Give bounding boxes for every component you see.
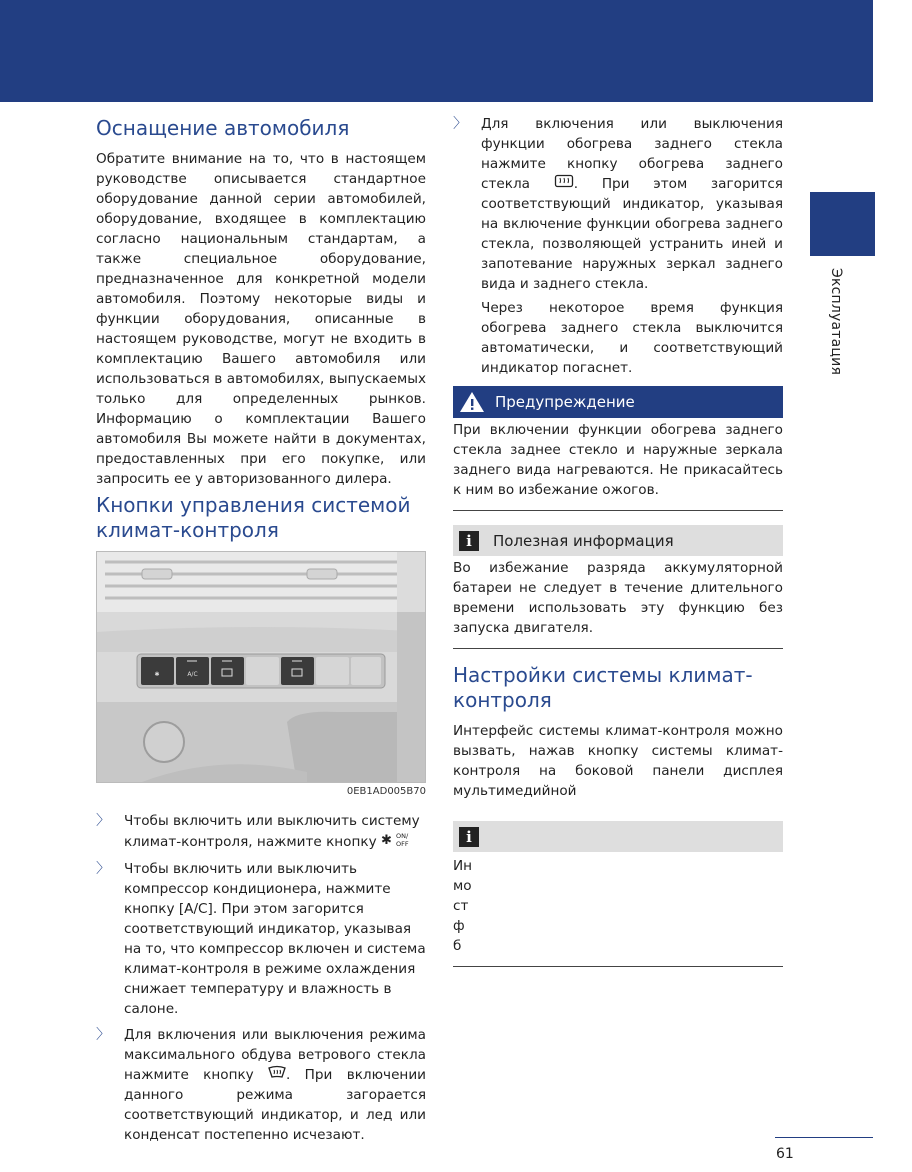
info-body-truncated <box>453 854 783 967</box>
info-icon: i <box>459 827 479 847</box>
svg-text:✱: ✱ <box>380 833 392 847</box>
warning-title: Предупреждение <box>495 393 635 411</box>
info-header <box>453 525 783 556</box>
truncated-line: мо <box>453 878 472 894</box>
windshield-defrost-icon <box>268 1065 286 1085</box>
info-icon: i <box>459 531 479 551</box>
truncated-line: ф <box>453 918 465 934</box>
truncated-line: б <box>453 938 462 954</box>
rear-defrost-list <box>453 114 783 294</box>
section-heading-climate-buttons: Кнопки управления системой климат-контроля <box>96 493 411 542</box>
ac-button-label: A/C <box>187 671 198 678</box>
equipment-paragraph: Обратите внимание на то, что в настоящем руководстве описывается стандартное оборудование данной серии автомобилей, оборудование, входящее в комплектацию согласно национальным стандартам, а также специальное оборудование, предназначенное для конкретной модели автомобиля. Поэтому некоторые виды и функции оборудования, описанные в настоящем руководстве, могут не входить в комплектацию Вашего автомобиля или использоваться в автомобилях, выпускаемых только для определенных рынков. Информацию о комплектации Вашего автомобиля Вы можете найти в документах, предоставленных при его покупке, или запросить ее у авторизованного дилера. <box>96 151 426 487</box>
chapter-label: Эксплуатация <box>828 268 844 376</box>
chevron-right-icon: 〉 <box>96 813 110 829</box>
rear-defrost-icon <box>554 174 574 194</box>
header-band <box>0 0 873 102</box>
svg-text:ON/: ON/ <box>395 832 409 840</box>
info-title: Полезная информация <box>493 531 674 550</box>
bullet-text-windshield-before: Для включения или выключения режима максимального обдува ветрового стекла нажмите кнопку <box>124 1027 426 1083</box>
chevron-right-icon: 〉 <box>96 1027 110 1043</box>
page-number: 61 <box>776 1146 794 1162</box>
info-body: Во избежание разряда аккумуляторной батареи не следует в течение длительного времени использовать эту функцию без запуска двигателя. <box>453 558 783 649</box>
svg-text:✱: ✱ <box>154 671 160 678</box>
list-item <box>453 114 783 294</box>
rear-defrost-note: Через некоторое время функция обогрева заднего стекла выключится автоматически, и соответствующий индикатор погаснет. <box>481 300 783 376</box>
bullet-text-compressor: Чтобы включить или выключить компрессор кондиционера, нажмите кнопку [A/C]. При этом загорится соответствующий индикатор, указывая на то, что компрессор включен и система климат-контроля в режиме охлаждения снижает температуру и влажность в салоне. <box>124 861 426 1017</box>
section-heading-equipment: Оснащение автомобиля <box>96 116 350 140</box>
warning-body: При включении функции обогрева заднего стекла заднее стекло и наружные зеркала заднего вида нагреваются. Не прикасайтесь к ним во избежание ожогов. <box>453 420 783 511</box>
climate-buttons-list <box>96 811 426 1145</box>
section-heading-climate-settings: Настройки системы климат-контроля <box>453 663 753 712</box>
footer-rule <box>775 1137 873 1138</box>
climate-panel-photo <box>96 551 426 783</box>
truncated-line: Ин <box>453 858 473 874</box>
fan-onoff-icon <box>381 831 415 853</box>
list-item <box>96 1025 426 1145</box>
warning-icon <box>459 390 485 414</box>
left-column <box>96 112 426 1151</box>
bullet-text-windshield-after: . При включении данного режима загорается соответствующий индикатор, и лед или конденсат постепенно исчезают. <box>124 1067 426 1143</box>
info-header-2 <box>453 821 783 852</box>
climate-panel-illustration <box>97 552 426 783</box>
svg-text:OFF: OFF <box>395 840 409 847</box>
list-item <box>96 859 426 1019</box>
chapter-tab <box>810 192 875 256</box>
bullet-text-climate-onoff: Чтобы включить или выключить систему климат-контроля, нажмите кнопку <box>124 813 420 850</box>
image-code: 0EB1AD005B70 <box>346 786 426 797</box>
chevron-right-icon: 〉 <box>453 116 467 132</box>
truncated-line: ст <box>453 898 469 914</box>
chevron-right-icon: 〉 <box>96 861 110 877</box>
climate-settings-paragraph: Интерфейс системы климат-контроля можно вызвать, нажав кнопку системы климат-контроля на боковой панели дисплея мультимедийной <box>453 723 783 799</box>
list-item <box>96 811 426 853</box>
right-column <box>453 114 783 981</box>
bullet-text-rear-defrost-before: Для включения или выключения функции обогрева заднего стекла нажмите кнопку обогрева заднего стекла <box>481 116 783 192</box>
bullet-text-rear-defrost-after: . При этом загорится соответствующий индикатор, указывая на включение функции обогрева заднего стекла, позволяющей устранить иней и запотевание наружных зеркал заднего вида и заднего стекла. <box>481 176 783 292</box>
warning-header <box>453 386 783 418</box>
